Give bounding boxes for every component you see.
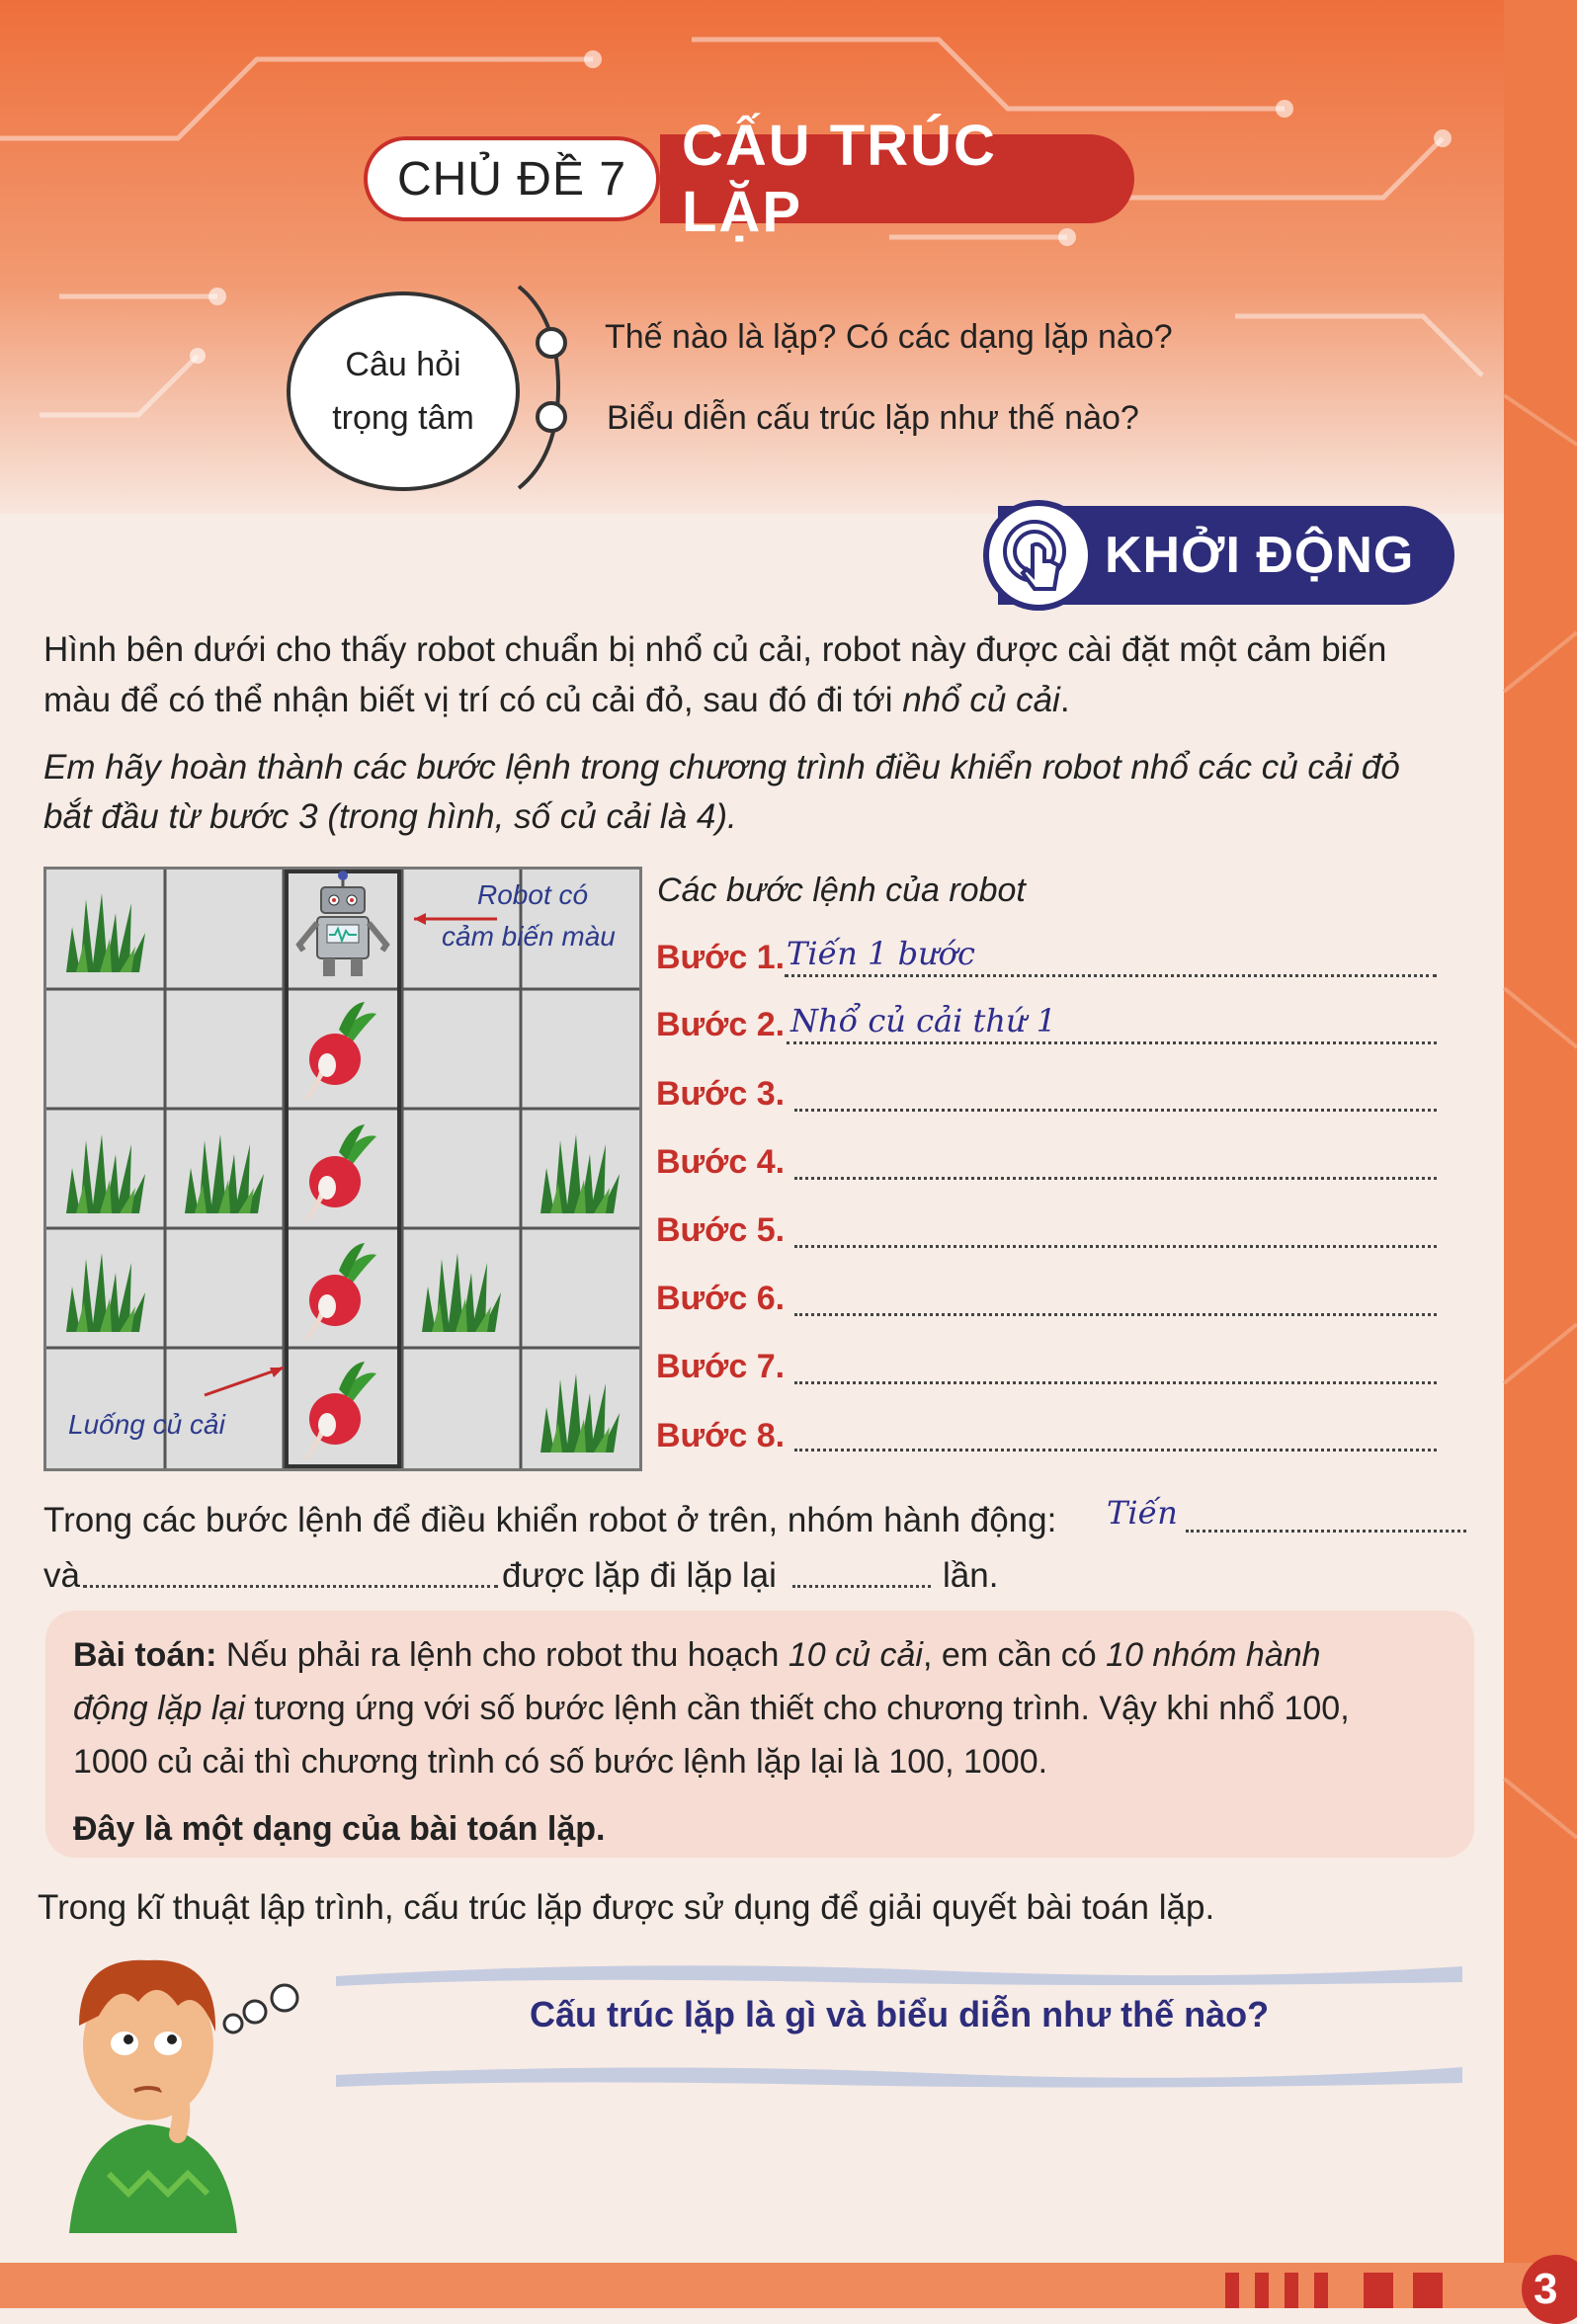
fill-blank-1[interactable] bbox=[1186, 1530, 1466, 1533]
fill-word-and: và bbox=[43, 1556, 80, 1595]
problem-conclusion: Đây là một dạng của bài toán lặp. bbox=[73, 1810, 606, 1848]
closing-sentence: Trong kĩ thuật lập trình, cấu trúc lặp được sử dụng để giải quyết bài toán lặp. bbox=[38, 1888, 1215, 1927]
grass-clump bbox=[66, 1253, 145, 1332]
step-label: Bước 7. bbox=[656, 1348, 786, 1385]
step-answer-line[interactable] bbox=[794, 1313, 1437, 1316]
fill-blank-3[interactable] bbox=[792, 1585, 931, 1588]
grass-clump bbox=[540, 1134, 620, 1213]
grass-clump bbox=[422, 1253, 501, 1332]
fill-word-times: lần. bbox=[943, 1556, 999, 1595]
thinking-boy-illustration bbox=[40, 1937, 306, 2233]
chapter-name-banner bbox=[660, 114, 1134, 244]
warmup-label: KHỞI ĐỘNG bbox=[1105, 527, 1415, 584]
step-answer-line[interactable] bbox=[785, 974, 1437, 977]
question-banner: Cấu trúc lặp là gì và biểu diễn như thế nào? bbox=[530, 1994, 1270, 2034]
problem-line-1: Bài toán: Nếu phải ra lệnh cho robot thu hoạch 10 củ cải, em cần có 10 nhóm hành bbox=[73, 1636, 1321, 1674]
steps-title: Các bước lệnh của robot bbox=[657, 872, 1026, 909]
robot-label-1: Robot có bbox=[477, 879, 589, 910]
fill-blank-2[interactable] bbox=[83, 1585, 498, 1588]
step-answer: Tiến 1 bước bbox=[787, 935, 975, 972]
chapter-name: CẤU TRÚC LẶP bbox=[682, 114, 997, 244]
step-label: Bước 3. bbox=[656, 1075, 786, 1113]
fill-handwritten: Tiến bbox=[1107, 1494, 1178, 1532]
radish-field-grid bbox=[43, 867, 642, 1471]
step-answer: Nhổ củ cải thứ 1 bbox=[790, 1002, 1057, 1039]
robot-icon bbox=[299, 871, 386, 976]
intro-line-2: màu để có thể nhận biết vị trí có củ cải đỏ, sau đó đi tới nhổ củ cải. bbox=[43, 681, 1070, 719]
problem-line-2: động lặp lại tương ứng với số bước lệnh cần thiết cho chương trình. Vậy khi nhổ 100, bbox=[73, 1690, 1350, 1727]
step-label: Bước 2. bbox=[656, 1006, 786, 1043]
chapter-number-pill bbox=[364, 136, 660, 221]
step-label: Bước 8. bbox=[656, 1417, 786, 1454]
radish bbox=[303, 1002, 376, 1101]
grass-clump bbox=[66, 893, 145, 972]
step-answer-line[interactable] bbox=[794, 1381, 1437, 1384]
step-answer-line[interactable] bbox=[787, 1041, 1437, 1044]
step-answer-line[interactable] bbox=[794, 1449, 1437, 1452]
key-question-1: Thế nào là lặp? Có các dạng lặp nào? bbox=[605, 318, 1173, 356]
step-label: Bước 1. bbox=[656, 939, 786, 976]
intro-line-1: Hình bên dưới cho thấy robot chuẩn bị nhổ củ cải, robot này được cài đặt một cảm biến bbox=[43, 630, 1387, 669]
step-answer-line[interactable] bbox=[794, 1245, 1437, 1248]
radish bbox=[303, 1362, 376, 1460]
grass-clump bbox=[185, 1134, 264, 1213]
robot-label-2: cảm biến màu bbox=[442, 921, 616, 952]
radish bbox=[303, 1243, 376, 1342]
grass-clump bbox=[540, 1373, 620, 1452]
grid-drawing bbox=[46, 870, 639, 1468]
key-question-label-2: trọng tâm bbox=[332, 399, 474, 437]
task-line-1: Em hãy hoàn thành các bước lệnh trong chương trình điều khiển robot nhổ các củ cải đỏ bbox=[43, 748, 1400, 787]
key-question-circle bbox=[287, 291, 520, 491]
key-question-label-1: Câu hỏi bbox=[345, 346, 461, 383]
problem-line-3: 1000 củ cải thì chương trình có số bước lệnh lặp lại là 100, 1000. bbox=[73, 1743, 1048, 1781]
step-label: Bước 6. bbox=[656, 1280, 786, 1317]
task-line-2: bắt đầu từ bước 3 (trong hình, số củ cải là 4). bbox=[43, 797, 737, 836]
touch-hand-icon bbox=[983, 500, 1094, 611]
fill-sentence-line-1: Trong các bước lệnh để điều khiển robot ở trên, nhóm hành động: bbox=[43, 1501, 1057, 1539]
step-label: Bước 5. bbox=[656, 1211, 786, 1249]
page-number: 3 bbox=[1522, 2255, 1577, 2324]
step-label: Bước 4. bbox=[656, 1143, 786, 1181]
radish bbox=[303, 1124, 376, 1223]
row-label: Luống củ cải bbox=[68, 1409, 225, 1440]
grass-clump bbox=[66, 1134, 145, 1213]
key-question-2: Biểu diễn cấu trúc lặp như thế nào? bbox=[607, 399, 1139, 437]
decor-band-bottom bbox=[336, 2055, 1462, 2095]
chapter-title bbox=[364, 114, 1134, 244]
bracket-connector bbox=[499, 279, 578, 496]
step-answer-line[interactable] bbox=[794, 1177, 1437, 1180]
step-answer-line[interactable] bbox=[794, 1109, 1437, 1112]
decor-band-top bbox=[336, 1952, 1462, 1992]
chapter-number: CHỦ ĐỀ 7 bbox=[396, 152, 627, 206]
fill-sentence-repeat: được lặp đi lặp lại bbox=[502, 1556, 777, 1595]
